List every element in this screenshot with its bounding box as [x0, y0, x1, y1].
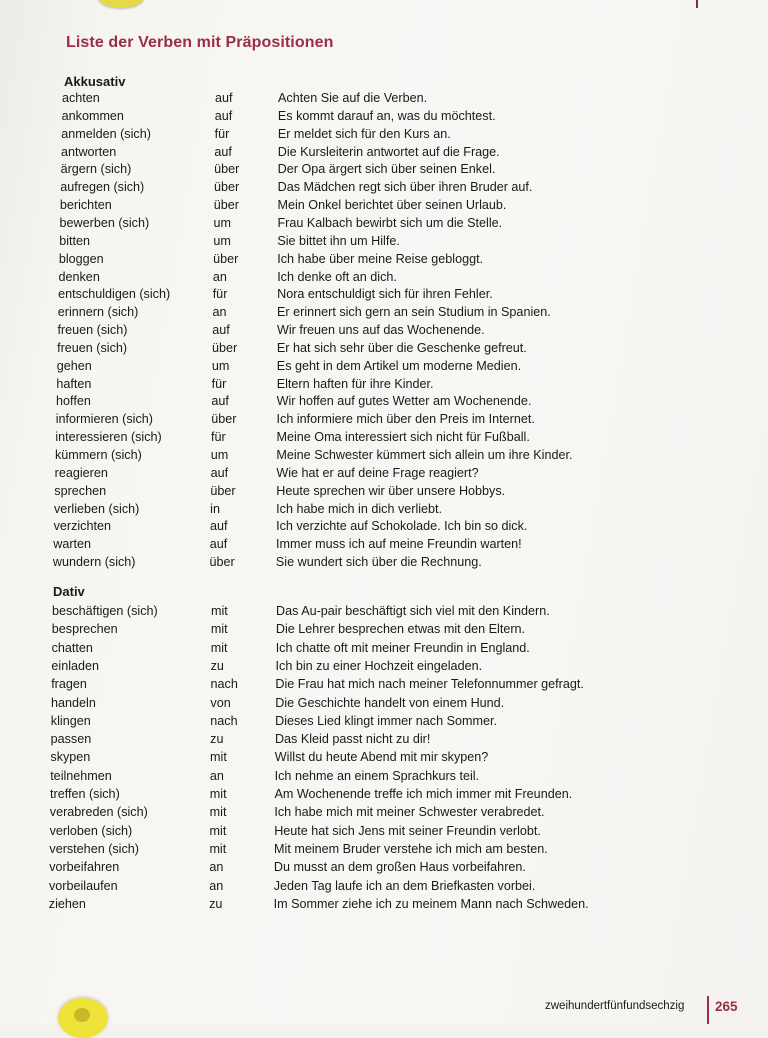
verb: einladen	[51, 658, 100, 673]
example-sentence: Ich habe mich in dich verliebt.	[276, 501, 443, 516]
verb: anmelden (sich)	[61, 126, 151, 141]
verb-row	[0, 125, 768, 143]
verb-row	[0, 410, 768, 428]
verb-row	[0, 107, 768, 125]
example-sentence: Willst du heute Abend mit mir skypen?	[274, 750, 489, 765]
preposition: für	[212, 287, 228, 302]
edge-mark	[696, 0, 698, 8]
example-sentence: Wir freuen uns auf das Wochenende.	[276, 323, 485, 338]
preposition: an	[209, 860, 224, 875]
verb: interessieren (sich)	[55, 430, 162, 445]
verb: entschuldigen (sich)	[58, 287, 171, 302]
example-sentence: Es geht in dem Artikel um moderne Medien.	[276, 358, 522, 373]
preposition: auf	[209, 519, 228, 534]
verb: haften	[56, 376, 92, 391]
preposition: in	[210, 501, 220, 516]
verb-row	[0, 143, 768, 161]
example-sentence: Sie wundert sich über die Rechnung.	[275, 555, 482, 570]
preposition: mit	[209, 805, 227, 820]
example-sentence: Wie hat er auf deine Frage reagiert?	[276, 465, 479, 480]
page-number: 265	[715, 999, 738, 1014]
example-sentence: Meine Schwester kümmert sich allein um ihre Kinder.	[276, 448, 573, 462]
verb: teilnehmen	[50, 768, 112, 783]
verb: ziehen	[48, 896, 86, 911]
page-title: Liste der Verben mit Präpositionen	[66, 34, 334, 51]
example-sentence: Jeden Tag laufe ich an dem Briefkasten vorbei.	[273, 878, 536, 893]
example-sentence: Das Au-pair beschäftigt sich viel mit den Kindern.	[276, 604, 550, 618]
preposition: mit	[209, 787, 227, 801]
verb-row	[0, 464, 768, 482]
preposition: mit	[210, 750, 227, 765]
verb-row	[0, 748, 768, 766]
example-sentence: Mit meinem Bruder verstehe ich mich am besten.	[274, 841, 548, 856]
verb-row	[0, 840, 768, 858]
verb-row	[0, 895, 768, 913]
footer-divider	[707, 996, 709, 1024]
verb: wundern (sich)	[52, 555, 136, 570]
verb: besprechen	[51, 622, 118, 637]
example-sentence: Ich verzichte auf Schokolade. Ich bin so dick.	[276, 519, 528, 534]
preposition: zu	[210, 658, 224, 673]
example-sentence: Ich chatte oft mit meiner Freundin in England.	[275, 640, 530, 655]
verb: fragen	[51, 677, 87, 692]
verb-row	[0, 858, 768, 876]
example-sentence: Ich habe mich mit meiner Schwester verabredet.	[274, 805, 545, 820]
verb-row	[0, 803, 768, 821]
verb: bloggen	[58, 251, 104, 266]
verb: informieren (sich)	[55, 412, 153, 427]
preposition: um	[213, 215, 232, 230]
preposition: mit	[210, 640, 228, 655]
verb-row	[0, 89, 768, 107]
verb: treffen (sich)	[50, 787, 120, 801]
example-sentence: Er hat sich sehr über die Geschenke gefreut.	[276, 340, 527, 355]
verb: skypen	[50, 750, 91, 765]
preposition: für	[211, 376, 227, 391]
verb-row	[0, 877, 768, 895]
preposition: an	[212, 305, 227, 320]
verb-row	[0, 214, 768, 232]
preposition: mit	[209, 841, 227, 856]
verb-row	[0, 357, 768, 375]
example-sentence: Achten Sie auf die Verben.	[278, 91, 428, 105]
preposition: auf	[212, 323, 230, 338]
preposition: für	[214, 126, 230, 141]
preposition: auf	[210, 465, 229, 480]
yellow-tab-marker-bottom	[58, 998, 108, 1038]
preposition: um	[210, 448, 229, 462]
verb-row	[0, 675, 768, 693]
yellow-tab-marker	[98, 0, 144, 8]
verb-row	[0, 517, 768, 535]
verb: hoffen	[56, 394, 91, 409]
verb: klingen	[50, 713, 91, 728]
verb: vorbeifahren	[49, 860, 120, 875]
verb: warten	[53, 537, 92, 552]
preposition: mit	[211, 604, 228, 618]
verb-row	[0, 767, 768, 785]
preposition: von	[210, 695, 231, 710]
preposition: mit	[210, 622, 228, 637]
verb-row	[0, 500, 768, 518]
example-sentence: Das Kleid passt nicht zu dir!	[274, 732, 431, 747]
example-sentence: Ich informiere mich über den Preis im Internet.	[276, 412, 535, 427]
verb: reagieren	[54, 465, 108, 480]
preposition: über	[210, 483, 236, 498]
preposition: nach	[210, 713, 238, 728]
verb-row	[0, 712, 768, 730]
verb: denken	[58, 269, 100, 284]
verb: verstehen (sich)	[49, 841, 139, 856]
example-sentence: Sie bittet ihn um Hilfe.	[277, 233, 400, 248]
verb: passen	[50, 732, 92, 747]
verb: freuen (sich)	[57, 323, 128, 338]
verb-row	[0, 822, 768, 840]
preposition: über	[213, 251, 239, 266]
example-sentence: Frau Kalbach bewirbt sich um die Stelle.	[277, 215, 503, 230]
example-sentence: Das Mädchen regt sich über ihren Bruder auf.	[277, 180, 533, 195]
verb: berichten	[59, 198, 112, 213]
verb-row	[0, 730, 768, 748]
verb-row	[0, 160, 768, 178]
example-sentence: Der Opa ärgert sich über seinen Enkel.	[277, 162, 496, 177]
verb-row	[0, 196, 768, 214]
preposition: an	[209, 878, 224, 893]
verb-row	[0, 321, 768, 339]
verb: verlieben (sich)	[53, 501, 140, 516]
verb-row	[0, 428, 768, 446]
preposition: über	[211, 412, 237, 427]
verb-row	[0, 232, 768, 250]
example-sentence: Immer muss ich auf meine Freundin warten!	[276, 537, 522, 552]
verb: aufregen (sich)	[60, 180, 145, 195]
verb-row	[0, 620, 768, 638]
verb: bewerben (sich)	[59, 215, 150, 230]
example-sentence: Ich habe über meine Reise gebloggt.	[277, 251, 484, 266]
verb-row	[0, 285, 768, 303]
verb-row	[0, 657, 768, 675]
verb: gehen	[56, 358, 92, 373]
example-sentence: Die Kursleiterin antwortet auf die Frage.	[277, 144, 500, 159]
verb-row	[0, 553, 768, 571]
preposition: um	[211, 358, 230, 373]
preposition: zu	[210, 732, 224, 747]
verb-row	[0, 602, 768, 620]
verb: antworten	[60, 144, 117, 159]
example-sentence: Ich nehme an einem Sprachkurs teil.	[274, 768, 480, 783]
preposition: für	[211, 430, 226, 445]
verb: verabreden (sich)	[49, 805, 148, 820]
preposition: auf	[214, 144, 232, 159]
verb-row	[0, 303, 768, 321]
verb-row	[0, 392, 768, 410]
preposition: an	[212, 269, 227, 284]
verb: verzichten	[53, 519, 111, 534]
verb: beschäftigen (sich)	[52, 604, 158, 618]
verb: kümmern (sich)	[55, 448, 142, 462]
verb: handeln	[51, 695, 96, 710]
preposition: über	[212, 340, 238, 355]
example-sentence: Meine Oma interessiert sich nicht für Fußball.	[276, 430, 530, 445]
example-sentence: Die Geschichte handelt von einem Hund.	[275, 695, 505, 710]
preposition: auf	[215, 91, 233, 105]
preposition: zu	[209, 896, 223, 911]
verb-row	[0, 639, 768, 657]
preposition: nach	[210, 677, 238, 692]
verb: chatten	[51, 640, 93, 655]
verb-row	[0, 268, 768, 286]
example-sentence: Ich bin zu einer Hochzeit eingeladen.	[275, 658, 483, 673]
preposition: auf	[209, 537, 228, 552]
example-sentence: Wir hoffen auf gutes Wetter am Wochenende.	[276, 394, 532, 409]
verb-row	[0, 446, 768, 464]
example-sentence: Es kommt darauf an, was du möchtest.	[277, 108, 496, 123]
example-sentence: Er meldet sich für den Kurs an.	[277, 126, 451, 141]
verb: bitten	[59, 233, 90, 248]
preposition: über	[214, 162, 240, 177]
example-sentence: Mein Onkel berichtet über seinen Urlaub.	[277, 198, 507, 213]
preposition: auf	[214, 108, 233, 123]
verb: vorbeilaufen	[49, 878, 118, 893]
verb-row	[0, 535, 768, 553]
example-sentence: Heute sprechen wir über unsere Hobbys.	[276, 483, 506, 498]
verb-row	[0, 694, 768, 712]
example-sentence: Die Lehrer besprechen etwas mit den Eltern.	[275, 622, 526, 637]
example-sentence: Heute hat sich Jens mit seiner Freundin verlobt.	[274, 823, 541, 838]
example-sentence: Die Frau hat mich nach meiner Telefonnummer gefragt.	[275, 677, 584, 692]
preposition: über	[209, 555, 235, 570]
verb-row	[0, 178, 768, 196]
preposition: über	[213, 180, 240, 195]
verb: sprechen	[54, 483, 107, 498]
preposition: mit	[209, 823, 227, 838]
verb: ankommen	[61, 108, 124, 123]
example-sentence: Am Wochenende treffe ich mich immer mit Freunden.	[274, 787, 573, 801]
verb-row	[0, 785, 768, 803]
example-sentence: Im Sommer ziehe ich zu meinem Mann nach Schweden.	[273, 896, 589, 911]
section-heading: Dativ	[53, 584, 85, 599]
example-sentence: Eltern haften für ihre Kinder.	[276, 376, 434, 391]
verb: verloben (sich)	[49, 823, 133, 838]
preposition: über	[213, 198, 239, 213]
preposition: um	[213, 233, 231, 248]
example-sentence: Du musst an dem großen Haus vorbeifahren.	[273, 860, 526, 875]
example-sentence: Ich denke oft an dich.	[277, 269, 397, 284]
verb: ärgern (sich)	[60, 162, 132, 177]
section-heading: Akkusativ	[64, 74, 126, 89]
preposition: an	[209, 768, 224, 783]
page-number-words: zweihundertfünfundsechzig	[545, 1000, 685, 1012]
verb-row	[0, 339, 768, 357]
verb: freuen (sich)	[57, 340, 128, 355]
preposition: auf	[211, 394, 229, 409]
verb: achten	[62, 91, 100, 105]
example-sentence: Er erinnert sich gern an sein Studium in Spanien.	[277, 305, 551, 320]
verb: erinnern (sich)	[57, 305, 139, 320]
example-sentence: Dieses Lied klingt immer nach Sommer.	[275, 713, 497, 728]
example-sentence: Nora entschuldigt sich für ihren Fehler.	[277, 287, 493, 302]
verb-row	[0, 482, 768, 500]
verb-row	[0, 250, 768, 268]
verb-row	[0, 375, 768, 393]
